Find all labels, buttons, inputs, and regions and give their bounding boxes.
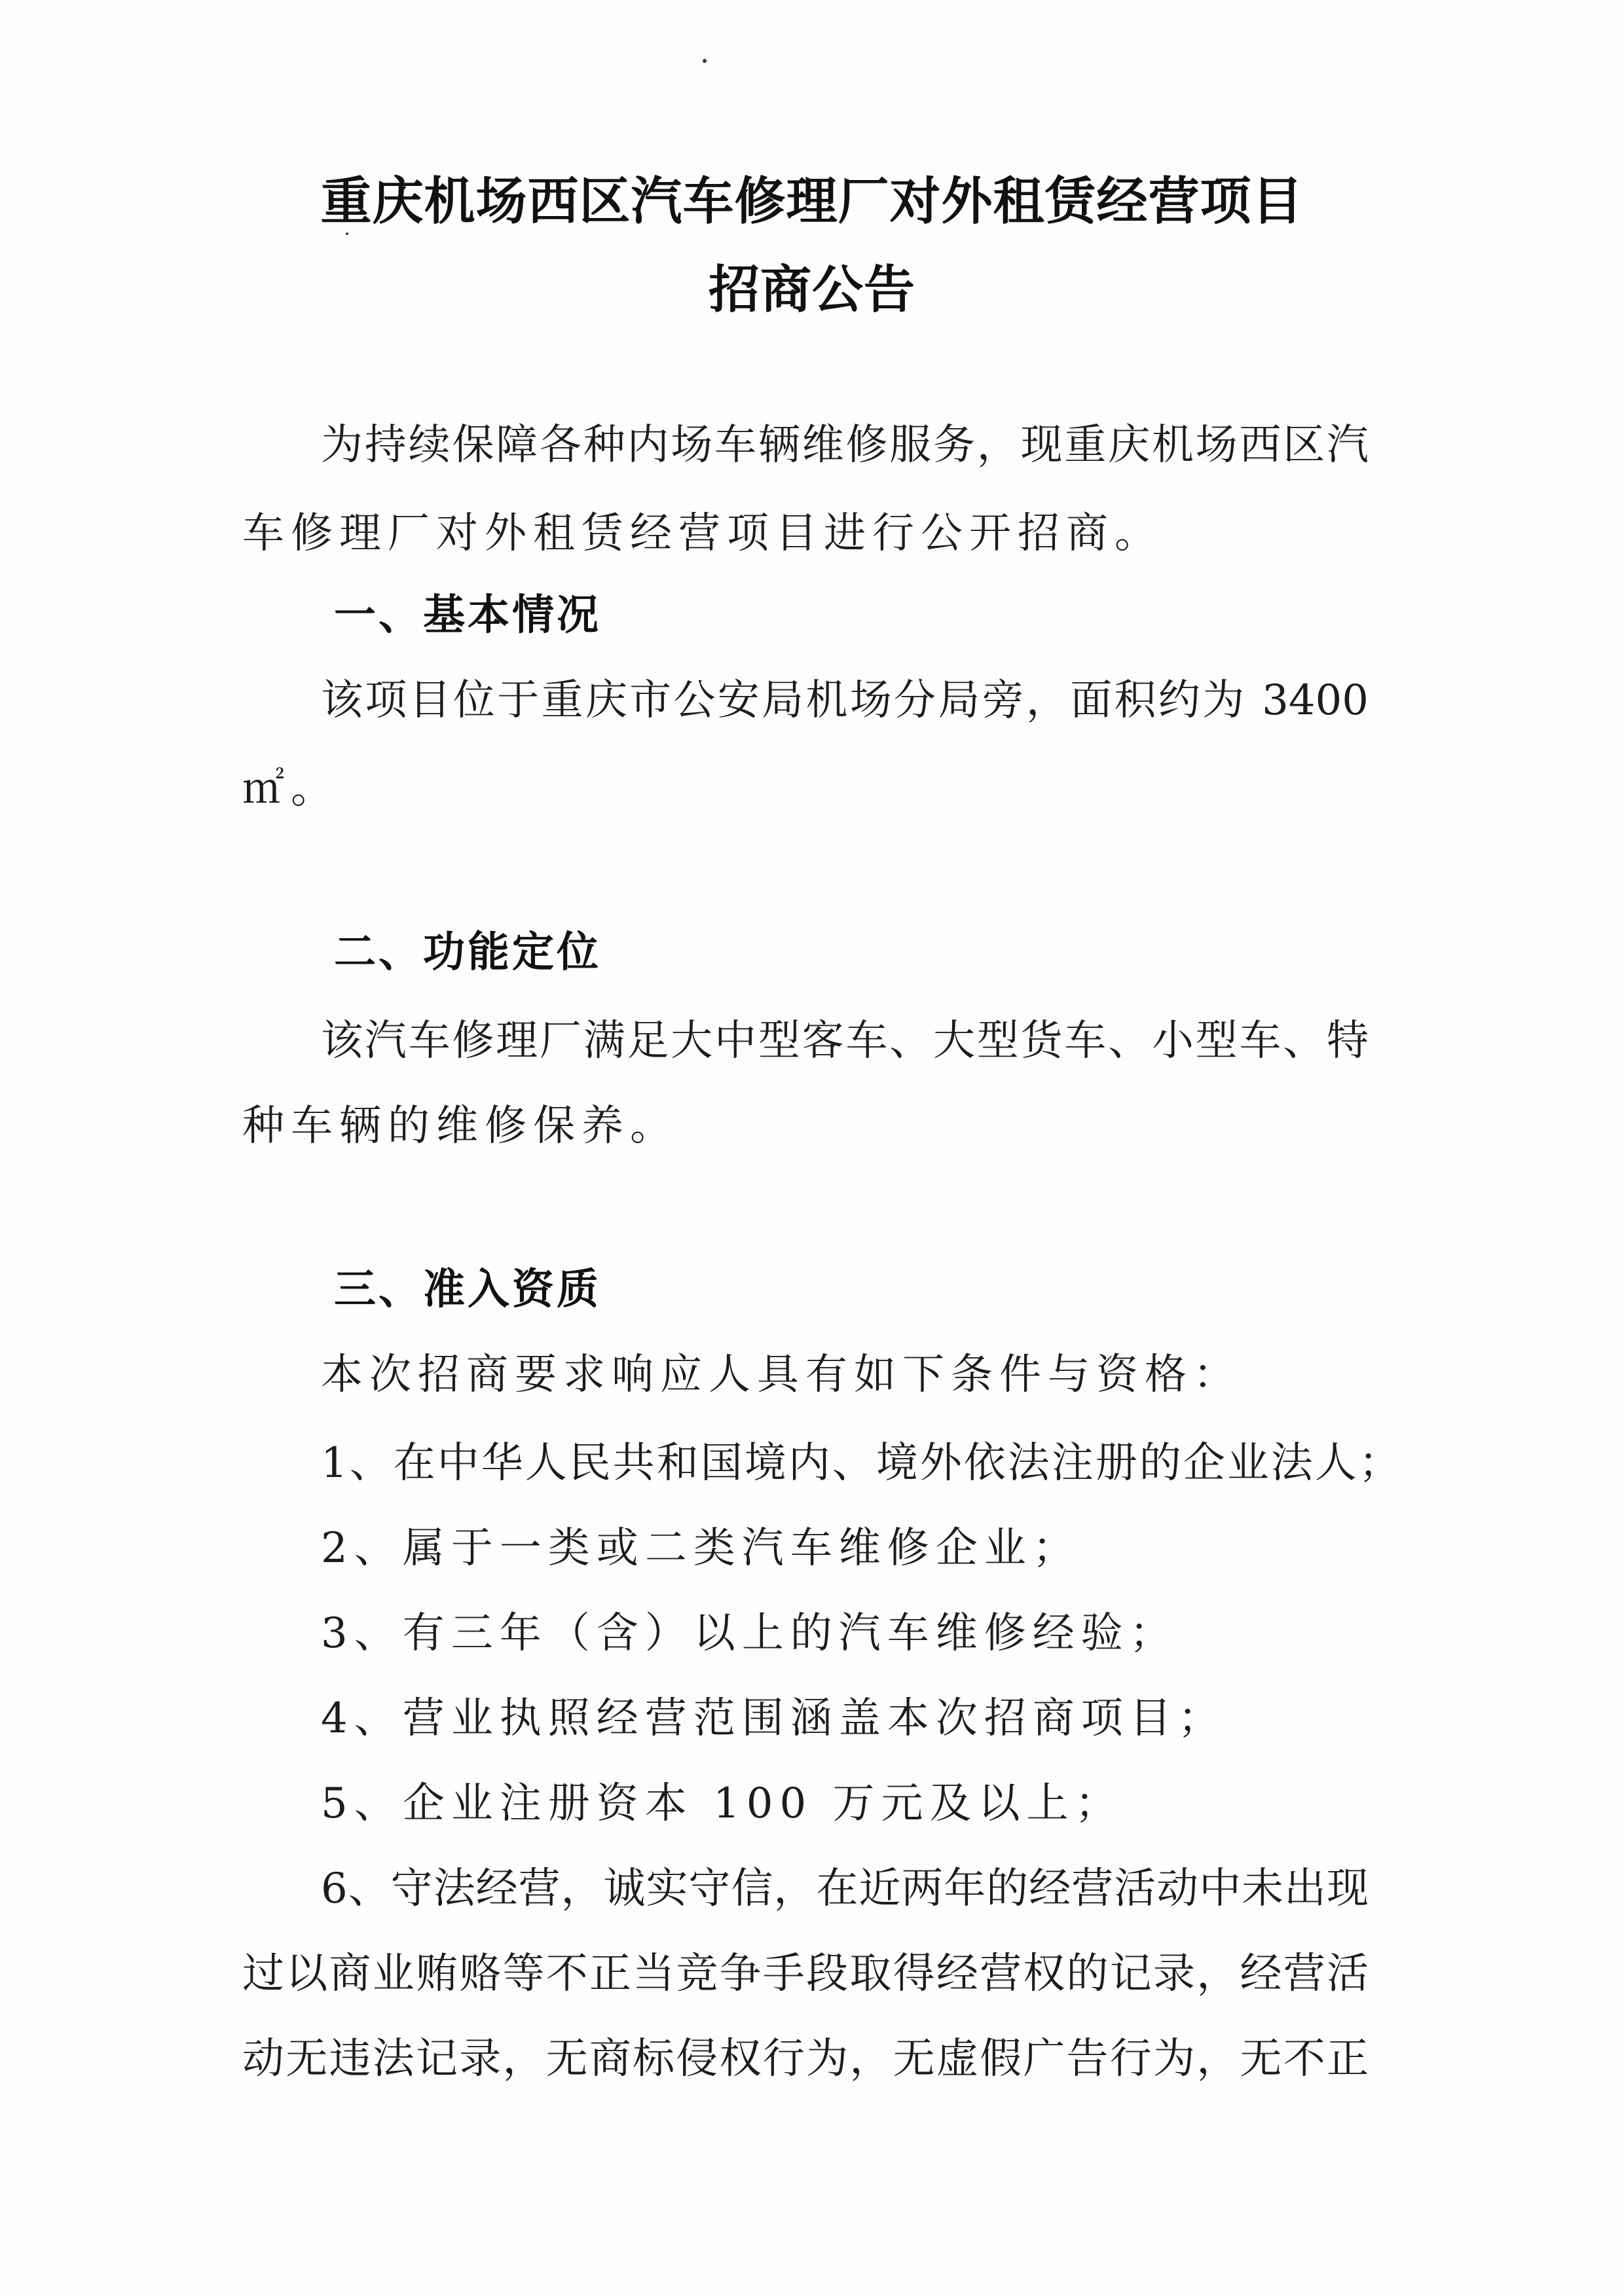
intro-line: 车修理厂对外租赁经营项目进行公开招商。 — [242, 509, 1163, 558]
section-text-line: 本次招商要求响应人具有如下条件与资格： — [321, 1351, 1242, 1399]
requirement-item: 3、有三年（含）以上的汽车维修经验； — [321, 1609, 1178, 1658]
section-heading: 一、基本情况 — [334, 591, 601, 640]
requirement-item-continued: 动无违法记录，无商标侵权行为，无虚假广告行为，无不正 — [242, 2035, 1369, 2083]
section-heading: 三、准入资质 — [334, 1266, 601, 1314]
intro-line: 为持续保障各种内场车辆维修服务，现重庆机场西区汽 — [321, 421, 1369, 469]
requirement-item: 5、企业注册资本 100 万元及以上； — [321, 1779, 1124, 1828]
section-text-line: ㎡。 — [242, 765, 339, 813]
section-heading: 二、功能定位 — [334, 928, 601, 977]
section-text-line: 该汽车修理厂满足大中型客车、大型货车、小型车、特 — [321, 1017, 1369, 1065]
requirement-item: 1、在中华人民共和国境内、境外依法注册的企业法人； — [321, 1439, 1403, 1487]
document-title-line2: 招商公告 — [708, 261, 915, 319]
section-text-line: 该项目位于重庆市公安局机场分局旁，面积约为 3400 — [321, 676, 1369, 725]
requirement-item: 4、营业执照经营范围涵盖本次招商项目； — [321, 1694, 1227, 1743]
requirement-item-continued: 过以商业贿赂等不正当竞争手段取得经营权的记录，经营活 — [242, 1950, 1369, 1998]
section-text-line: 种车辆的维修保养。 — [242, 1102, 678, 1150]
requirement-item: 2、属于一类或二类汽车维修企业； — [321, 1524, 1081, 1573]
requirement-item: 6、守法经营，诚实守信，在近两年的经营活动中未出现 — [321, 1865, 1369, 1913]
document-title-line1: 重庆机场西区汽车修理厂对外租赁经营项目 — [320, 172, 1304, 231]
scan-speck — [703, 59, 707, 63]
